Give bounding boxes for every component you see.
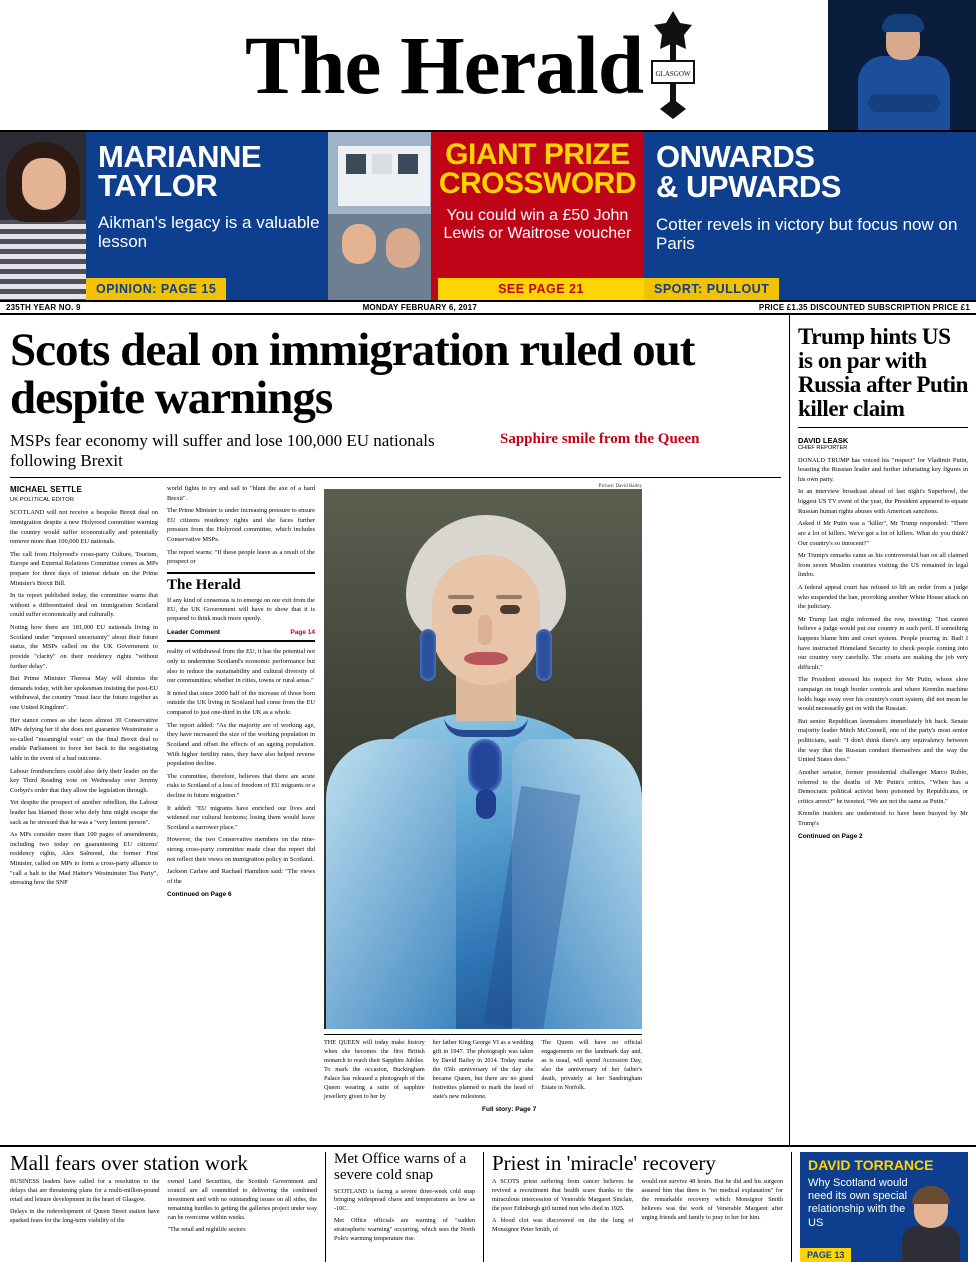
lead-c2-p10: Jackson Carlaw and Rachael Hamilton said: "The views of the (167, 868, 315, 885)
lead-c1-p3: In its report published today, the committee warns that without a differentiated deal on immigration Scotland could suffer economically and culturally. (10, 592, 158, 619)
met-office-headline: Met Office warns of a severe cold snap (334, 1151, 467, 1183)
queen-portrait-image (324, 489, 642, 1029)
trump-continued[interactable]: Continued on Page 2 (798, 832, 863, 840)
promo-columnist-photo (0, 132, 86, 300)
page-title: The Herald (244, 18, 644, 111)
priest-p3: would not survive 48 hours. But he did and his surgeon assured him that there is "no medical explanation" for the remarkable recovery which Monsignor Smith believes was the work of Venerable Margaret after urging friends and family to pray to her for him. (641, 1178, 783, 1221)
lead-c1-p9: As MPs consider more than 100 pages of amendments, including two today on guaranteeing EU citizens' residency rights, Alex Salmond, the former First Minister, called on MPs to form a cross-party alliance to "call a halt to the Mad Hatter's Westminster Tea Party", stressing how the SNP (10, 831, 158, 887)
trump-p8: But senior Republican lawmakers immediately hit back. Senate majority leader Mitch McConnell, one of the party's most senior politicians, said: "I don't think there's any equivalency between the way that the Russian conduct themselves and the way the United States does." (798, 717, 968, 764)
promo-david-torrance[interactable] (800, 1152, 968, 1262)
photo-caption-2: her father King George VI as a wedding gift in 1947. The photograph was taken by David Bailey in 2014. Today marks the 65th anniversary of the day she became Queen, but there are no grand festivities planned to mark the head of state's new milestone. (432, 1038, 534, 1100)
torrance-text: Why Scotland would need its own special relationship with the US (808, 1177, 908, 1229)
lead-story (0, 315, 790, 1145)
leader-logo (167, 578, 315, 593)
story-mall-fears (10, 1152, 326, 1262)
trump-p4: Mr Trump's remarks came as his controversial ban on all claimed from seven Muslim countries visiting the US remained in legal limbo. (798, 552, 968, 579)
bottom-stories (0, 1145, 976, 1262)
promo-giant-prize-crossword[interactable] (328, 132, 644, 300)
lead-standfirst: MSPs fear economy will suffer and lose 100,000 EU nationals following Brexit (10, 430, 435, 470)
trump-p5: A federal appeal court has refused to lift an order from a judge who suspended the ban, provoking another White House attack on the judiciary. (798, 583, 968, 611)
dateline-bar (0, 300, 976, 315)
lead-c1-p4: Noting how there are 181,000 EU nationals living in Scotland under "imposed uncertainty" about their future status, the MSPs called on the UK Government to provide "clarity" on their residency rights "without further delay". (10, 624, 158, 670)
promo-3-subtitle: Cotter revels in victory but focus now on Paris (656, 214, 958, 254)
photo-caption-3-text: The Queen will have no official engagements on the landmark day and, as is usual, will spend Accession Day, also the anniversary of her father's death, privately at her Sandringham Estate in Norfolk. (541, 1038, 643, 1091)
leader-comment-box[interactable] (167, 572, 315, 643)
lead-column-2 (167, 484, 315, 1113)
trump-p1: DONALD TRUMP has voiced his "respect" for Vladimir Putin, boasting the Russian leader and further infuriating key figures in his own party. (798, 456, 968, 483)
promo-2-title-line1: GIANT PRIZE (445, 138, 630, 171)
lead-column-1 (10, 484, 158, 1113)
masthead-title-area (120, 0, 828, 130)
mall-p3: owned Land Securities, the Scottish Government and council are all committed to delivering the combined investment and with no outstanding issues on all sides, the remaining hurdles to getting the galleries project under way can be overcome within weeks. (167, 1178, 317, 1221)
lead-c2-p9: However, the two Conservative members on the nine-strong cross-party committee made clear the report did not reflect their views on immigration policy in Scotland. (167, 836, 315, 863)
trump-p3: Asked if Mr Putin was a "killer", Mr Trump responded: "There are a lot of killers. We've got a lot of killers. What do you think? Our country's so innocent?" (798, 520, 968, 547)
lead-c2-p2: The Prime Minister is under increasing pressure to ensure EU citizens residency rights and she faces further pressure from the Holyrood committee, which includes Conservative MSPs. (167, 507, 315, 544)
lead-byline: MICHAEL SETTLE (10, 484, 82, 494)
full-story-link[interactable]: Full story: Page 7 (482, 1105, 537, 1113)
trump-byline: DAVID LEASK (798, 435, 849, 445)
lead-c1-p7: Labour frontbenchers could also defy their leader on the key Third Reading vote on Wednesday over Jeremy Corbyn's order that they allow the legislation through. (10, 767, 158, 794)
promo-2-text (431, 132, 644, 300)
photo-caption-1: THE QUEEN will today make history when she becomes the first British monarch to reach their Sapphire Jubilee. To mark the occasion, Buckingham Palace has released a photograph of the Queen wearing a suite of sapphire jewellery given to her by (324, 1038, 425, 1100)
promo-onwards-upwards[interactable] (644, 132, 976, 300)
leader-foot-label: Leader Comment (167, 628, 221, 636)
torrance-panel[interactable] (800, 1152, 968, 1262)
promo-3-title-line1: ONWARDS (656, 139, 815, 174)
lead-c2-p3: The report warns: "If these people leave as a result of the prospect or (167, 548, 315, 566)
lead-c2-p7: The committee, therefore, believes that there are acute risks to Scotland of a loss of freedom of EU migrants or a decline in future migration." (167, 772, 315, 799)
lead-c1-p1: SCOTLAND will not receive a bespoke Brexit deal on immigration despite a new Holyrood committee warning the country would suffer economically and potentially remove more than 100,000 EU nationals. (10, 509, 158, 546)
mall-fears-col-2 (168, 1178, 318, 1238)
trump-byline-role: CHIEF REPORTER (798, 444, 848, 451)
photo-captions (324, 1034, 642, 1102)
lead-columns (10, 484, 781, 1113)
promo-1-tag[interactable]: OPINION: PAGE 15 (86, 278, 226, 300)
lead-c2-p1: world fights to try and sail to "blunt the axe of a hard Brexit". (167, 484, 315, 502)
promo-strip (0, 130, 976, 300)
trump-body (798, 456, 968, 829)
story-priest-miracle (492, 1152, 792, 1262)
dateline-date: MONDAY FEBRUARY 6, 2017 (362, 303, 477, 312)
trump-p7: The President stressed his respect for Mr Putin, whose slow campaign on tough border controls and where Kremlin machine holds huge sway over his country's court system, did not mean he would necessarily get on with the Russian. (798, 676, 968, 713)
herald-crest-icon (645, 9, 701, 121)
torrance-tag[interactable]: PAGE 13 (800, 1248, 851, 1262)
priest-p1: A SCOTS priest suffering from cancer believes he revived a recruitment that health scare thanks to the miraculous intercession of Venerable Margaret Sinclair, the poor Edinburgh girl turned nun who died in 1925. (492, 1178, 634, 1212)
promo-1-title-line2: TAYLOR (98, 168, 218, 204)
lead-c2-p4: reality of withdrawal from the EU, it has the potential not only to undermine Scotland's economic performance but also to reduce the sustainability and cultural diversity of our communities; whether in cities, towns or rural areas." (167, 648, 315, 685)
masthead-left-spacer (0, 0, 120, 130)
promo-1-title-line1: MARIANNE (98, 139, 262, 174)
lead-headline: Scots deal on immigration ruled out despite warnings (10, 324, 695, 424)
promo-3-tag[interactable]: SPORT: PULLOUT (644, 278, 779, 300)
lead-subdeck (10, 431, 781, 478)
story-met-office (334, 1152, 484, 1262)
priest-headline: Priest in 'miracle' recovery (492, 1151, 716, 1175)
promo-marianne-taylor[interactable] (0, 132, 328, 300)
promo-2-title-line2: CROSSWORD (438, 167, 636, 201)
leader-foot-page[interactable]: Page 14 (290, 628, 315, 636)
masthead (0, 0, 976, 130)
promo-3-title-line2: & UPWARDS (656, 169, 841, 205)
lead-byline-role: UK POLITICAL EDITOR (10, 496, 75, 503)
photo-caption-3 (541, 1039, 642, 1102)
met-p1: SCOTLAND is facing a severe three-week cold snap bringing widespread chaos and temperatures as low as -10C. (334, 1187, 475, 1213)
lead-c2-p5: It noted that since 2000 half of the increase of those born outside the UK living in Scotland had come from the EU compared to just one-third in the UK as a whole. (167, 689, 315, 717)
trump-story (790, 315, 976, 1145)
mall-p1: BUSINESS leaders have called for a resolution to the delays that are threatening plans for a multi-million-pound retail and leisure development in the heart of Glasgow. (10, 1178, 160, 1204)
trump-p10: Kremlin insiders are understood to have been buoyed by Mr Trump's (798, 810, 968, 827)
promo-2-tag[interactable]: SEE PAGE 21 (438, 278, 644, 300)
lead-c1-p6: Her stance comes as she faces almost 30 Conservative MPs defying her if she does not guarantee Westminster a so-called "meaningful vote" on the final Brexit deal to enable Parliament to force her back to the negotiating table in the event of a bad outcome. (10, 716, 158, 762)
trump-headline: Trump hints US is on par with Russia after Putin killer claim (798, 324, 968, 421)
mall-p4: "The retail and nightlife sectors (167, 1225, 246, 1233)
mall-fears-col-1 (10, 1178, 160, 1238)
priest-col-2 (642, 1178, 784, 1238)
photo-kicker: Sapphire smile from the Queen (500, 430, 700, 447)
lead-c2-p8: It added: "EU migrants have enriched our lives and widened our cultural horizons; losing them would leave Scotland a narrower place." (167, 804, 315, 831)
leader-footer (167, 628, 315, 638)
lead-continued[interactable]: Continued on Page 6 (167, 891, 232, 899)
lead-c1-p2: The call from Holyrood's cross-party Culture, Tourism, Europe and External Relations Committee comes as MPs prepare for three days of intense debate on the Prime Minister's Brexit Bill. (10, 550, 158, 587)
leader-text: If any kind of consensus is to emerge on our exit from the EU, the UK Government will have to show that it is prepared to think much more openly. (167, 596, 315, 623)
trump-p9: Another senator, former presidential challenger Marco Rubio, referred to the deaths of Mr Putin's critics. "When has a Democratic political activist been poisoned by Republicans, or critics arrest?" he tweeted. "We are not the same as Putin." (798, 768, 968, 805)
trump-p2: In an interview broadcast ahead of last night's Superbowl, the biggest US TV event of the year, the President appeared to equate Russian human rights abuses with American sanctions. (798, 488, 968, 515)
promo-1-text (86, 132, 328, 300)
promo-crossword-photo (328, 132, 431, 300)
lead-c2-p6: The report added: "As the majority are of working age, they have increased the size of the working population in Scotland and offset the effects of an ageing population. With higher fertility rates, they have also helped reverse population decline. (167, 721, 315, 768)
met-p2: Met Office officials are warning of "sudden stratospheric warming" occurring, which sees the North Pole's warming temperature rise. (334, 1217, 475, 1243)
torrance-photo (898, 1184, 964, 1262)
photo-credit: Picture: David Bailey (598, 483, 642, 489)
priest-p2: A blood clot was discovered on the the lung of Monsignor Peter Smith, of (492, 1216, 634, 1233)
lead-c1-p8: Yet despite the prospect of another rebellion, the Labour leader has blamed those who defy him might escape the sack as he stressed that he was a "very lenient person". (10, 799, 158, 826)
mall-p2: Delays in the redevelopment of Queen Street station have sparked fears for the long-term viability of the (10, 1208, 160, 1224)
coach-photo (842, 6, 962, 130)
promo-1-subtitle: Aikman's legacy is a valuable lesson (98, 212, 320, 252)
main-body (0, 315, 976, 1145)
mall-fears-headline: Mall fears over station work (10, 1151, 248, 1175)
dateline-issue: 235TH YEAR NO. 9 (6, 303, 81, 312)
met-office-col-1 (334, 1188, 475, 1245)
dateline-price: PRICE £1.35 DISCOUNTED SUBSCRIPTION PRICE £1 (758, 303, 970, 312)
lead-c1-p5: But Prime Minister Theresa May will dismiss the demands today, with her spokesman insisting the post-EU withdrawal, the country "must face the future together as one United Kingdom". (10, 675, 158, 711)
masthead-photo (828, 0, 976, 130)
queen-photo-block (324, 484, 642, 1113)
svg-text:GLASGOW: GLASGOW (655, 70, 691, 78)
torrance-name: DAVID TORRANCE (808, 1157, 934, 1173)
priest-col-1 (492, 1178, 634, 1238)
promo-2-subtitle: You could win a £50 John Lewis or Waitrose voucher (443, 206, 632, 243)
trump-p6: Mr Trump last night informed the row, tweeting: "Just cannot believe a judge would put our country in such peril. If something happens blame him and court system. People pouring in. Bad! I have instructed Homeland Security to check people coming into our country very carefully. The courts are making the job very difficult." (798, 615, 968, 671)
leader-logo-text: The Herald (167, 576, 241, 593)
